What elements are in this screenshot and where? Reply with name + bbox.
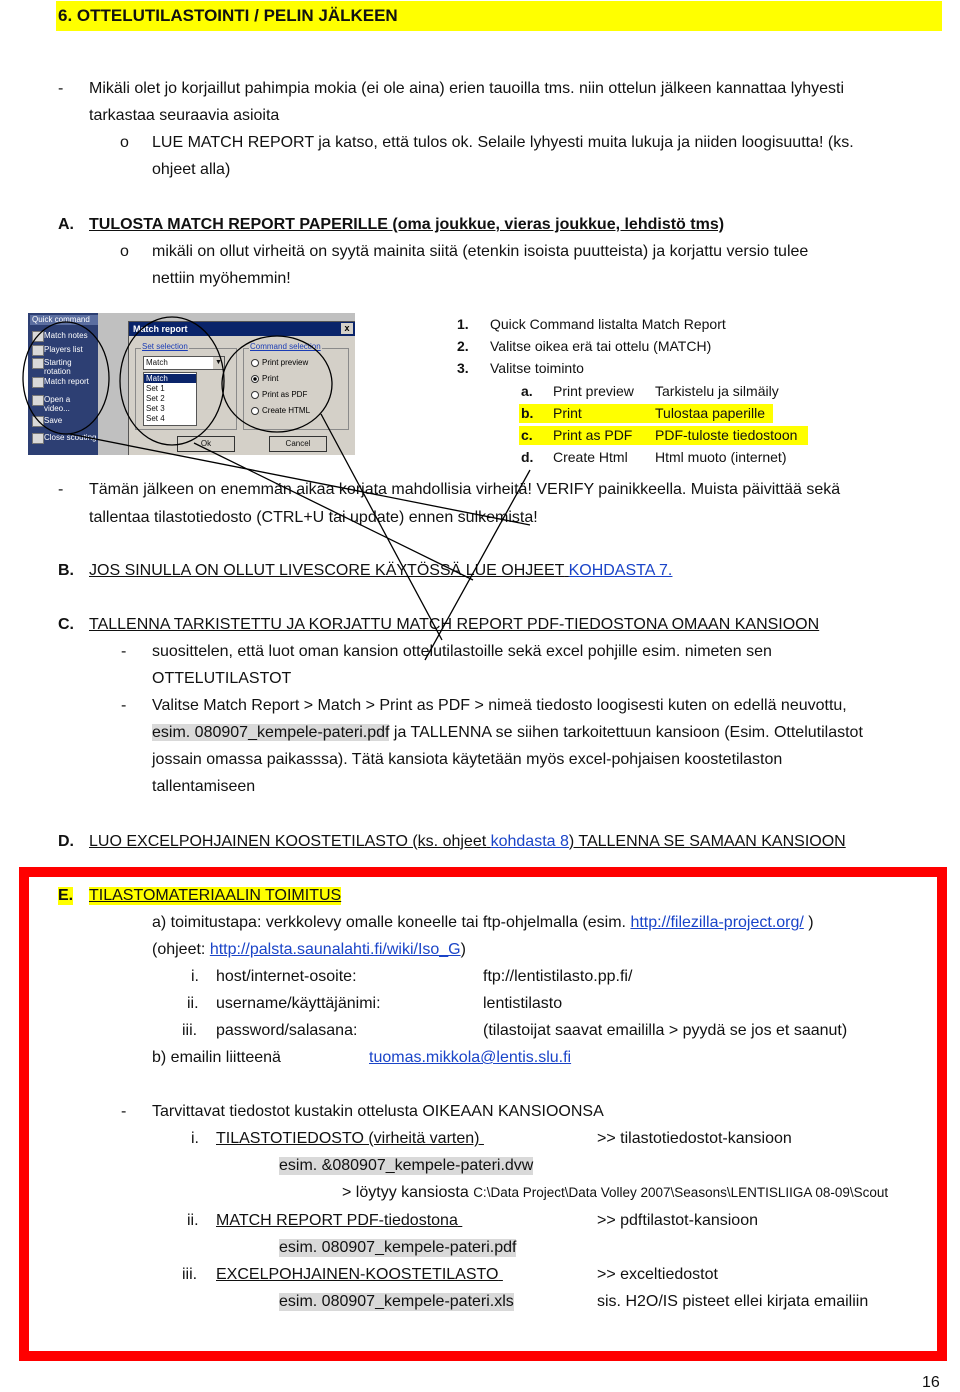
chevron-down-icon[interactable]: ▼: [213, 357, 224, 369]
section-c-item-1-line-1: suosittelen, että luot oman kansion ottelutilastoille sekä excel pohjille esim. nimeten sen: [152, 643, 772, 660]
cred-1-num: i.: [191, 968, 199, 985]
option-d-letter: d.: [521, 449, 534, 465]
file-3-target: >> exceltiedostot: [597, 1266, 718, 1283]
intro-sub-bullet: o: [120, 134, 129, 151]
section-c-letter: C.: [58, 616, 74, 633]
section-title: 6. OTTELUTILASTOINTI / PELIN JÄLKEEN: [58, 6, 398, 25]
arrow-line-2: [194, 443, 473, 580]
option-c-letter: c.: [521, 427, 533, 443]
intro-bullet: -: [58, 80, 64, 97]
qc-item-match-notes[interactable]: Match notes: [44, 331, 88, 340]
section-c-item-2-line-1: Valitse Match Report > Match > Print as PDF > nimeä tiedosto loogisesti kuten on edellä neuvottu,: [152, 697, 847, 714]
option-a-desc: Tarkistelu ja silmäily: [655, 383, 779, 399]
cred-1-label: host/internet-osoite:: [216, 968, 357, 985]
step-3-text: Valitse toiminto: [490, 360, 584, 376]
intro-sub-line-1: LUE MATCH REPORT ja katso, että tulos ok. Selaile lyhyesti muita lukuja ja niiden loogisuutta! (ks.: [152, 134, 854, 151]
file-1-target: >> tilastotiedostot-kansioon: [597, 1130, 792, 1147]
file-2-example: esim. 080907_kempele-pateri.pdf: [279, 1239, 517, 1256]
qc-item-match-report[interactable]: Match report: [44, 377, 89, 386]
cred-2-num: ii.: [187, 995, 199, 1012]
file-2-target: >> pdftilastot-kansioon: [597, 1212, 758, 1229]
qc-item-starting-rotation[interactable]: Starting rotation: [44, 358, 72, 376]
section-e-letter: E.: [58, 887, 74, 904]
set-list-item-set-2[interactable]: Set 2: [146, 394, 165, 403]
section-d-letter: D.: [58, 833, 74, 850]
section-c-item-2-line-3: jossain omassa paikasssa). Tätä kansiota käytetään myös excel-pohjaisen koostetilaston: [152, 751, 783, 768]
step-3-num: 3.: [457, 360, 469, 376]
close-icon[interactable]: x: [341, 323, 353, 334]
delivery-line-2-pre: (ohjeet:: [152, 941, 206, 958]
arrow-line-4: [425, 470, 530, 660]
section-c-item-1-line-2: OTTELUTILASTOT: [152, 670, 292, 687]
email-label: b) emailin liitteenä: [152, 1049, 281, 1066]
section-a-heading: TULOSTA MATCH REPORT PAPERILLE (oma joukkue, vieras joukkue, lehdistö tms): [89, 216, 725, 233]
file-1-name: TILASTOTIEDOSTO (virheitä varten): [216, 1130, 480, 1147]
set-list-item-match[interactable]: Match: [144, 374, 196, 383]
file-1-found-path: C:\Data Project\Data Volley 2007\Seasons\LENTISLIIGA 08-09\Scout: [473, 1185, 889, 1200]
set-list-item-set-1[interactable]: Set 1: [146, 384, 165, 393]
file-2-num: ii.: [187, 1212, 199, 1229]
intro-line-2: tarkastaa seuraavia asioita: [89, 107, 280, 124]
section-c-bullet-2: -: [121, 697, 127, 714]
set-list-item-set-3[interactable]: Set 3: [146, 404, 165, 413]
section-d-heading-pre: LUO EXCELPOHJAINEN KOOSTETILASTO (ks. ohjeet: [89, 833, 487, 850]
option-a-letter: a.: [521, 383, 533, 399]
cred-3-label: password/salasana:: [216, 1022, 358, 1039]
file-3-num: iii.: [182, 1266, 198, 1283]
file-2-name: MATCH REPORT PDF-tiedostona: [216, 1212, 458, 1229]
after-line-1: Tämän jälkeen on enemmän aikaa korjata mahdollisia virheitä! VERIFY painikkeella. Muista päivittää sekä: [89, 481, 841, 498]
file-3-name: EXCELPOHJAINEN-KOOSTETILASTO: [216, 1266, 499, 1283]
arrow-line-1: [70, 434, 530, 525]
ellipse-command-selection: [222, 336, 332, 432]
section-e-heading: TILASTOMATERIAALIN TOIMITUS: [89, 887, 342, 904]
qc-item-close-scouting[interactable]: Close scouting: [44, 433, 97, 442]
intro-sub-line-2: ohjeet alla): [152, 161, 231, 178]
ellipse-set-selection: [120, 317, 224, 445]
step-2-text: Valitse oikea erä tai ottelu (MATCH): [490, 338, 712, 354]
files-bullet: -: [121, 1103, 127, 1120]
radio-print-as-pdf-label: Print as PDF: [262, 390, 308, 399]
section-c-heading: TALLENNA TARKISTETTU JA KORJATTU MATCH REPORT PDF-TIEDOSTONA OMAAN KANSIOON: [89, 616, 820, 633]
page-number: 16: [922, 1374, 940, 1391]
file-1-example: esim. &080907_kempele-pateri.dvw: [279, 1157, 534, 1174]
option-b-name: Print: [553, 405, 582, 421]
step-1-text: Quick Command listalta Match Report: [490, 316, 726, 332]
after-line-2: tallentaa tilastotiedosto (CTRL+U tai update) ennen sulkemista!: [89, 509, 538, 526]
section-a-sub-bullet: o: [120, 243, 129, 260]
option-b-letter: b.: [521, 405, 534, 421]
radio-print-preview-label: Print preview: [262, 358, 309, 367]
qc-item-players-list[interactable]: Players list: [44, 345, 83, 354]
match-report-dialog-title-text: Match report: [133, 324, 188, 334]
intro-line-1: Mikäli olet jo korjaillut pahimpia mokia (ei ole aina) erien tauoilla tms. niin ottelun jälkeen kannattaa lyhyesti: [89, 80, 845, 97]
cred-1-value: ftp://lentistilasto.pp.fi/: [483, 968, 633, 985]
option-a-name: Print preview: [553, 383, 634, 399]
instructions-link[interactable]: http://palsta.saunalahti.fi/wiki/Iso_G: [209, 941, 461, 958]
section-d-heading-post: ) TALLENNA SE SAMAAN KANSIOON: [568, 833, 846, 850]
section-a-sub-line-2: nettiin myöhemmin!: [152, 270, 291, 287]
set-selection-label: Set selection: [142, 342, 188, 351]
qc-item-open-video[interactable]: Open a video...: [44, 395, 71, 413]
section-a-sub-line-1: mikäli on ollut virheitä on syytä mainita siitä (etenkin isoista puutteista) ja korjattu versio tulee: [152, 243, 809, 260]
arrow-line-3: [321, 414, 442, 640]
section-c-item-2-line-4: tallentamiseen: [152, 778, 256, 795]
cred-2-label: username/käyttäjänimi:: [216, 995, 381, 1012]
delivery-line-1-pre: a) toimitustapa: verkkolevy omalle koneelle tai ftp-ohjelmalla (esim.: [152, 914, 626, 931]
files-heading: Tarvittavat tiedostot kustakin ottelusta OIKEAAN KANSIOONSA: [152, 1103, 604, 1120]
option-d-desc: Html muoto (internet): [655, 449, 787, 465]
cred-2-value: lentistilasto: [483, 995, 563, 1012]
cred-3-num: iii.: [182, 1022, 198, 1039]
radio-create-html-label: Create HTML: [262, 406, 311, 415]
step-2-num: 2.: [457, 338, 469, 354]
file-3-example: esim. 080907_kempele-pateri.xls: [279, 1293, 514, 1310]
option-c-desc: PDF-tuloste tiedostoon: [655, 427, 798, 443]
step-1-num: 1.: [457, 316, 469, 332]
file-1-found-pre: > löytyy kansiosta: [342, 1184, 469, 1201]
qc-item-save[interactable]: Save: [44, 416, 63, 425]
section-a-letter: A.: [58, 216, 74, 233]
option-b-desc: Tulostaa paperille: [655, 405, 765, 421]
section-c-item-2-line-2-rest: ja TALLENNA se siihen tarkoitettuun kansioon (Esim. Ottelutilastot: [389, 724, 863, 741]
section-b-heading-text: JOS SINULLA ON OLLUT LIVESCORE KÄYTÖSSÄ LUE OHJEET: [89, 562, 565, 579]
file-3-note: sis. H2O/IS pisteet ellei kirjata emailiin: [597, 1293, 869, 1310]
radio-print-label: Print: [262, 374, 279, 383]
ellipse-quick-command: [23, 322, 109, 434]
cred-3-value: (tilastoijat saavat emaililla > pyydä se jos et saanut): [483, 1022, 848, 1039]
filezilla-link[interactable]: http://filezilla-project.org/: [630, 914, 804, 931]
after-bullet: -: [58, 481, 64, 498]
ok-button[interactable]: Ok: [177, 436, 235, 452]
set-list-item-set-4[interactable]: Set 4: [146, 414, 165, 423]
section-b-letter: B.: [58, 562, 74, 579]
option-d-name: Create Html: [553, 449, 628, 465]
cancel-button[interactable]: Cancel: [269, 436, 327, 452]
quick-command-title: Quick command: [30, 315, 98, 325]
command-selection-label: Command selection: [250, 342, 321, 351]
set-dropdown-value: Match: [146, 358, 168, 367]
example-filename: esim. 080907_kempele-pateri.pdf: [152, 724, 390, 741]
section-d-link[interactable]: kohdasta 8: [490, 833, 569, 850]
delivery-line-2-post: ): [460, 941, 466, 958]
section-c-bullet-1: -: [121, 643, 127, 660]
option-c-name: Print as PDF: [553, 427, 633, 443]
file-1-num: i.: [191, 1130, 199, 1147]
delivery-line-1-post: ): [808, 914, 814, 931]
email-link[interactable]: tuomas.mikkola@lentis.slu.fi: [369, 1049, 572, 1066]
section-b-link[interactable]: KOHDASTA 7.: [568, 562, 673, 579]
